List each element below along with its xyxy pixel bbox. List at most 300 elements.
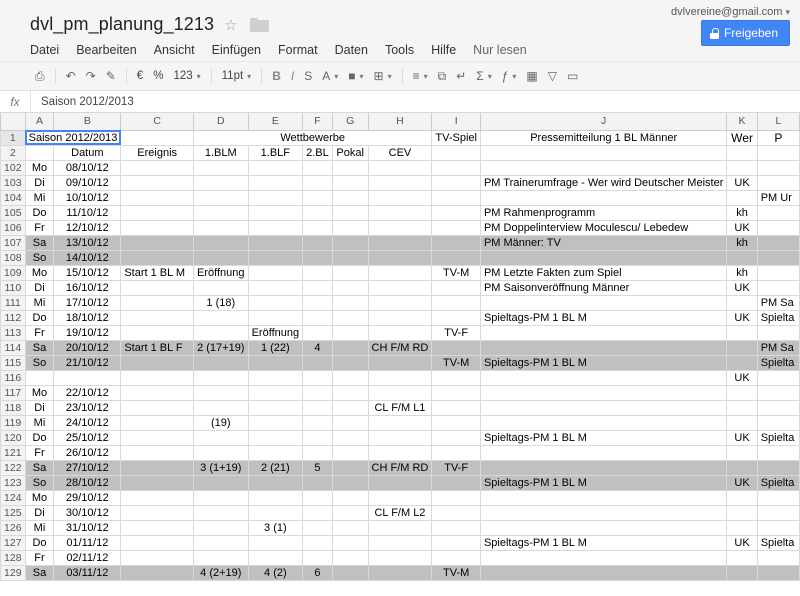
cell-C125[interactable] (121, 505, 194, 520)
cell-J111[interactable] (480, 295, 726, 310)
cell-B119[interactable]: 24/10/12 (54, 415, 121, 430)
cell-J126[interactable] (480, 520, 726, 535)
cell-A111[interactable]: Mi (25, 295, 54, 310)
cell-L124[interactable] (757, 490, 799, 505)
cell-G115[interactable] (332, 355, 368, 370)
cell-H115[interactable] (368, 355, 432, 370)
cell-1blm-header[interactable]: 1.BLM (193, 145, 248, 160)
share-button[interactable] (701, 20, 790, 46)
row-header[interactable]: 109 (1, 265, 26, 280)
functions-icon[interactable]: ƒ ▾ (497, 65, 522, 87)
cell-G103[interactable] (332, 175, 368, 190)
cell-F104[interactable] (303, 190, 333, 205)
cell-E124[interactable] (248, 490, 303, 505)
cell-J117[interactable] (480, 385, 726, 400)
cell-H104[interactable] (368, 190, 432, 205)
cell-I122[interactable]: TV-F (432, 460, 481, 475)
cell-K114[interactable] (727, 340, 757, 355)
cell-H117[interactable] (368, 385, 432, 400)
cell-B109[interactable]: 15/10/12 (54, 265, 121, 280)
cell-F129[interactable]: 6 (303, 565, 333, 580)
row-header[interactable]: 121 (1, 445, 26, 460)
cell-A121[interactable]: Fr (25, 445, 54, 460)
cell-H121[interactable] (368, 445, 432, 460)
cell-E106[interactable] (248, 220, 303, 235)
cell-2bl-header[interactable]: 2.BL (303, 145, 333, 160)
cell-F124[interactable] (303, 490, 333, 505)
cell-L115[interactable]: Spielta (757, 355, 799, 370)
cell-H118[interactable]: CL F/M L1 (368, 400, 432, 415)
cell-J121[interactable] (480, 445, 726, 460)
cell-L119[interactable] (757, 415, 799, 430)
cell-K104[interactable] (727, 190, 757, 205)
font-size-selector[interactable]: 11pt ▾ (217, 65, 257, 87)
column-header-H[interactable]: H (368, 113, 432, 130)
cell-C113[interactable] (121, 325, 194, 340)
cell-cev-header[interactable]: CEV (368, 145, 432, 160)
row-header[interactable]: 105 (1, 205, 26, 220)
cell-A128[interactable]: Fr (25, 550, 54, 565)
cell-C128[interactable] (121, 550, 194, 565)
cell-D128[interactable] (193, 550, 248, 565)
cell-I123[interactable] (432, 475, 481, 490)
menu-item-bearbeiten[interactable]: Bearbeiten (76, 43, 137, 57)
cell-A110[interactable]: Di (25, 280, 54, 295)
cell-D129[interactable]: 4 (2+19) (193, 565, 248, 580)
cell-I113[interactable]: TV-F (432, 325, 481, 340)
cell-B107[interactable]: 13/10/12 (54, 235, 121, 250)
cell-D106[interactable] (193, 220, 248, 235)
cell-I119[interactable] (432, 415, 481, 430)
cell-B102[interactable]: 08/10/12 (54, 160, 121, 175)
cell-L110[interactable] (757, 280, 799, 295)
cell-D110[interactable] (193, 280, 248, 295)
cell-A104[interactable]: Mi (25, 190, 54, 205)
cell-H106[interactable] (368, 220, 432, 235)
cell-J102[interactable] (480, 160, 726, 175)
cell-I115[interactable]: TV-M (432, 355, 481, 370)
cell-F102[interactable] (303, 160, 333, 175)
cell-F113[interactable] (303, 325, 333, 340)
row-header[interactable]: 2 (1, 145, 26, 160)
row-header[interactable]: 118 (1, 400, 26, 415)
bold-icon[interactable]: B (272, 69, 281, 83)
cell-J118[interactable] (480, 400, 726, 415)
cell-K117[interactable] (727, 385, 757, 400)
cell-B125[interactable]: 30/10/12 (54, 505, 121, 520)
cell-H125[interactable]: CL F/M L2 (368, 505, 432, 520)
cell-D119[interactable]: (19) (193, 415, 248, 430)
row-header[interactable]: 126 (1, 520, 26, 535)
cell-L107[interactable] (757, 235, 799, 250)
cell-D104[interactable] (193, 190, 248, 205)
cell-L120[interactable]: Spielta (757, 430, 799, 445)
menu-item-hilfe[interactable]: Hilfe (431, 43, 457, 57)
cell-E119[interactable] (248, 415, 303, 430)
cell-J125[interactable] (480, 505, 726, 520)
menu-item-datei[interactable]: Datei (30, 43, 60, 57)
cell-H103[interactable] (368, 175, 432, 190)
cell-K102[interactable] (727, 160, 757, 175)
cell-F111[interactable] (303, 295, 333, 310)
cell-A106[interactable]: Fr (25, 220, 54, 235)
cell-C109[interactable]: Start 1 BL M (121, 265, 194, 280)
cell-A115[interactable]: So (25, 355, 54, 370)
cell-F105[interactable] (303, 205, 333, 220)
number-format-icon[interactable]: 123 ▾ (168, 65, 205, 87)
column-header-K[interactable]: K (727, 113, 757, 130)
cell-B127[interactable]: 01/11/12 (54, 535, 121, 550)
menu-item-ansicht[interactable]: Ansicht (153, 43, 195, 57)
cell-J120[interactable]: Spieltags-PM 1 BL M (480, 430, 726, 445)
cell-B118[interactable]: 23/10/12 (54, 400, 121, 415)
cell-datum-header[interactable]: Datum (54, 145, 121, 160)
cell-D102[interactable] (193, 160, 248, 175)
cell-F119[interactable] (303, 415, 333, 430)
cell-H105[interactable] (368, 205, 432, 220)
cell-G110[interactable] (332, 280, 368, 295)
cell-L125[interactable] (757, 505, 799, 520)
cell-C114[interactable]: Start 1 BL F (121, 340, 194, 355)
cell-B117[interactable]: 22/10/12 (54, 385, 121, 400)
cell-L122[interactable] (757, 460, 799, 475)
cell-C108[interactable] (121, 250, 194, 265)
cell-F125[interactable] (303, 505, 333, 520)
cell-D126[interactable] (193, 520, 248, 535)
cell-A125[interactable]: Di (25, 505, 54, 520)
row-header[interactable]: 115 (1, 355, 26, 370)
cell-E118[interactable] (248, 400, 303, 415)
row-header[interactable]: 104 (1, 190, 26, 205)
cell-A127[interactable]: Do (25, 535, 54, 550)
cell-F122[interactable]: 5 (303, 460, 333, 475)
cell-B104[interactable]: 10/10/12 (54, 190, 121, 205)
cell-F117[interactable] (303, 385, 333, 400)
cell-J110[interactable]: PM Saisonveröffnung Männer (480, 280, 726, 295)
cell-B121[interactable]: 26/10/12 (54, 445, 121, 460)
cell-A123[interactable]: So (25, 475, 54, 490)
cell-H126[interactable] (368, 520, 432, 535)
cell-C107[interactable] (121, 235, 194, 250)
cell-K113[interactable] (727, 325, 757, 340)
cell-J103[interactable]: PM Trainerumfrage - Wer wird Deutscher Meister (480, 175, 726, 190)
cell-I2[interactable] (432, 145, 481, 160)
cell-K112[interactable]: UK (727, 310, 757, 325)
row-header[interactable]: 124 (1, 490, 26, 505)
row-header[interactable]: 120 (1, 430, 26, 445)
formula-input[interactable]: Saison 2012/2013 (41, 95, 134, 108)
column-header-F[interactable]: F (303, 113, 333, 130)
cell-I118[interactable] (432, 400, 481, 415)
column-header-A[interactable]: A (25, 113, 54, 130)
cell-F108[interactable] (303, 250, 333, 265)
cell-D123[interactable] (193, 475, 248, 490)
cell-K109[interactable]: kh (727, 265, 757, 280)
cell-D105[interactable] (193, 205, 248, 220)
fill-color-icon[interactable]: ■ ▾ (343, 65, 368, 87)
cell-G105[interactable] (332, 205, 368, 220)
cell-A118[interactable]: Di (25, 400, 54, 415)
cell-C106[interactable] (121, 220, 194, 235)
cell-K118[interactable] (727, 400, 757, 415)
cell-A109[interactable]: Mo (25, 265, 54, 280)
cell-K119[interactable] (727, 415, 757, 430)
cell-wettbewerbe-header[interactable]: Wettbewerbe (193, 130, 431, 145)
cell-K2[interactable] (727, 145, 757, 160)
cell-J105[interactable]: PM Rahmenprogramm (480, 205, 726, 220)
cell-L116[interactable] (757, 370, 799, 385)
row-header[interactable]: 102 (1, 160, 26, 175)
row-header[interactable]: 122 (1, 460, 26, 475)
cell-E110[interactable] (248, 280, 303, 295)
cell-B129[interactable]: 03/11/12 (54, 565, 121, 580)
cell-B115[interactable]: 21/10/12 (54, 355, 121, 370)
cell-C127[interactable] (121, 535, 194, 550)
cell-A126[interactable]: Mi (25, 520, 54, 535)
cell-H123[interactable] (368, 475, 432, 490)
cell-K105[interactable]: kh (727, 205, 757, 220)
cell-I108[interactable] (432, 250, 481, 265)
cell-E120[interactable] (248, 430, 303, 445)
cell-B114[interactable]: 20/10/12 (54, 340, 121, 355)
cell-B111[interactable]: 17/10/12 (54, 295, 121, 310)
cell-K126[interactable] (727, 520, 757, 535)
cell-K128[interactable] (727, 550, 757, 565)
cell-B112[interactable]: 18/10/12 (54, 310, 121, 325)
cell-J113[interactable] (480, 325, 726, 340)
menu-item-format[interactable]: Format (278, 43, 318, 57)
cell-A114[interactable]: Sa (25, 340, 54, 355)
percent-icon[interactable]: % (153, 70, 164, 82)
cell-A107[interactable]: Sa (25, 235, 54, 250)
cell-D116[interactable] (193, 370, 248, 385)
cell-G127[interactable] (332, 535, 368, 550)
cell-K122[interactable] (727, 460, 757, 475)
cell-C122[interactable] (121, 460, 194, 475)
cell-E105[interactable] (248, 205, 303, 220)
cell-D113[interactable] (193, 325, 248, 340)
cell-E116[interactable] (248, 370, 303, 385)
cell-L2[interactable] (757, 145, 799, 160)
cell-B105[interactable]: 11/10/12 (54, 205, 121, 220)
cell-pressemitteilung-header[interactable]: Pressemitteilung 1 BL Männer (480, 130, 726, 145)
cell-H102[interactable] (368, 160, 432, 175)
cell-D111[interactable]: 1 (18) (193, 295, 248, 310)
cell-D114[interactable]: 2 (17+19) (193, 340, 248, 355)
cell-G108[interactable] (332, 250, 368, 265)
cell-D120[interactable] (193, 430, 248, 445)
cell-F123[interactable] (303, 475, 333, 490)
cell-F107[interactable] (303, 235, 333, 250)
cell-G114[interactable] (332, 340, 368, 355)
account-menu[interactable] (671, 6, 790, 18)
cell-L104[interactable]: PM Ur (757, 190, 799, 205)
cell-B106[interactable]: 12/10/12 (54, 220, 121, 235)
cell-L111[interactable]: PM Sa (757, 295, 799, 310)
row-header[interactable]: 127 (1, 535, 26, 550)
cell-E128[interactable] (248, 550, 303, 565)
row-header[interactable]: 113 (1, 325, 26, 340)
column-header-I[interactable]: I (432, 113, 481, 130)
cell-J119[interactable] (480, 415, 726, 430)
cell-B120[interactable]: 25/10/12 (54, 430, 121, 445)
row-header[interactable]: 117 (1, 385, 26, 400)
cell-F103[interactable] (303, 175, 333, 190)
cell-G107[interactable] (332, 235, 368, 250)
cell-K106[interactable]: UK (727, 220, 757, 235)
cell-H113[interactable] (368, 325, 432, 340)
cell-G124[interactable] (332, 490, 368, 505)
print-icon[interactable]: ⎙ (35, 68, 45, 83)
cell-J2[interactable] (480, 145, 726, 160)
cell-G123[interactable] (332, 475, 368, 490)
cell-L103[interactable] (757, 175, 799, 190)
cell-I104[interactable] (432, 190, 481, 205)
cell-H122[interactable]: CH F/M RD (368, 460, 432, 475)
row-header[interactable]: 103 (1, 175, 26, 190)
sheet-grid[interactable] (0, 113, 800, 596)
cell-L114[interactable]: PM Sa (757, 340, 799, 355)
text-color-icon[interactable]: A ▾ (317, 65, 343, 87)
row-header[interactable]: 1 (1, 130, 26, 145)
cell-C126[interactable] (121, 520, 194, 535)
cell-H112[interactable] (368, 310, 432, 325)
cell-G117[interactable] (332, 385, 368, 400)
cell-E102[interactable] (248, 160, 303, 175)
cell-A108[interactable]: So (25, 250, 54, 265)
cell-L117[interactable] (757, 385, 799, 400)
column-header-J[interactable]: J (480, 113, 726, 130)
cell-F121[interactable] (303, 445, 333, 460)
cell-E126[interactable]: 3 (1) (248, 520, 303, 535)
cell-E122[interactable]: 2 (21) (248, 460, 303, 475)
cell-H129[interactable] (368, 565, 432, 580)
cell-J128[interactable] (480, 550, 726, 565)
paint-format-icon[interactable]: ✎ (105, 69, 116, 83)
cell-D122[interactable]: 3 (1+19) (193, 460, 248, 475)
comment-icon[interactable]: ▭ (566, 69, 579, 83)
cell-K111[interactable] (727, 295, 757, 310)
menu-item-nur-lesen[interactable]: Nur lesen (473, 43, 527, 57)
row-header[interactable]: 110 (1, 280, 26, 295)
cell-F118[interactable] (303, 400, 333, 415)
cell-A129[interactable]: Sa (25, 565, 54, 580)
cell-D115[interactable] (193, 355, 248, 370)
row-header[interactable]: 114 (1, 340, 26, 355)
star-icon[interactable]: ☆ (224, 16, 238, 34)
cell-G120[interactable] (332, 430, 368, 445)
cell-I107[interactable] (432, 235, 481, 250)
cell-D118[interactable] (193, 400, 248, 415)
cell-E111[interactable] (248, 295, 303, 310)
filter-icon[interactable]: ▽ (547, 69, 557, 83)
cell-ereignis-header[interactable]: Ereignis (121, 145, 194, 160)
cell-I127[interactable] (432, 535, 481, 550)
cell-J116[interactable] (480, 370, 726, 385)
cell-J114[interactable] (480, 340, 726, 355)
chart-icon[interactable]: ▦ (526, 69, 538, 83)
cell-I111[interactable] (432, 295, 481, 310)
cell-J109[interactable]: PM Letzte Fakten zum Spiel (480, 265, 726, 280)
cell-B110[interactable]: 16/10/12 (54, 280, 121, 295)
redo-icon[interactable]: ↷ (85, 69, 96, 83)
cell-G126[interactable] (332, 520, 368, 535)
cell-L109[interactable] (757, 265, 799, 280)
cell-D103[interactable] (193, 175, 248, 190)
cell-B122[interactable]: 27/10/12 (54, 460, 121, 475)
cell-G116[interactable] (332, 370, 368, 385)
cell-I117[interactable] (432, 385, 481, 400)
folder-icon[interactable] (250, 18, 269, 32)
cell-I112[interactable] (432, 310, 481, 325)
cell-C112[interactable] (121, 310, 194, 325)
row-header[interactable]: 116 (1, 370, 26, 385)
cell-H109[interactable] (368, 265, 432, 280)
cell-C1[interactable] (121, 130, 194, 145)
cell-E127[interactable] (248, 535, 303, 550)
cell-D124[interactable] (193, 490, 248, 505)
cell-F106[interactable] (303, 220, 333, 235)
cell-L102[interactable] (757, 160, 799, 175)
cell-K129[interactable] (727, 565, 757, 580)
cell-A105[interactable]: Do (25, 205, 54, 220)
cell-I125[interactable] (432, 505, 481, 520)
cell-I106[interactable] (432, 220, 481, 235)
cell-I129[interactable]: TV-M (432, 565, 481, 580)
cell-D112[interactable] (193, 310, 248, 325)
cell-F120[interactable] (303, 430, 333, 445)
cell-C105[interactable] (121, 205, 194, 220)
strikethrough-icon[interactable]: S (304, 69, 313, 83)
align-icon[interactable]: ≡ ▾ (408, 65, 433, 87)
cell-L1-header[interactable]: P (757, 130, 799, 145)
cell-I120[interactable] (432, 430, 481, 445)
cell-G102[interactable] (332, 160, 368, 175)
cell-H114[interactable]: CH F/M RD (368, 340, 432, 355)
cell-saison-title[interactable]: Saison 2012/2013 (25, 130, 121, 145)
cell-D107[interactable] (193, 235, 248, 250)
cell-A112[interactable]: Do (25, 310, 54, 325)
row-header[interactable]: 129 (1, 565, 26, 580)
cell-J123[interactable]: Spieltags-PM 1 BL M (480, 475, 726, 490)
cell-L118[interactable] (757, 400, 799, 415)
cell-I116[interactable] (432, 370, 481, 385)
cell-K108[interactable] (727, 250, 757, 265)
cell-J129[interactable] (480, 565, 726, 580)
cell-K115[interactable] (727, 355, 757, 370)
cell-K127[interactable]: UK (727, 535, 757, 550)
cell-H127[interactable] (368, 535, 432, 550)
menu-item-tools[interactable]: Tools (384, 43, 415, 57)
cell-B113[interactable]: 19/10/12 (54, 325, 121, 340)
cell-E123[interactable] (248, 475, 303, 490)
cell-E112[interactable] (248, 310, 303, 325)
cell-wer-header[interactable]: Wer (727, 130, 757, 145)
cell-D108[interactable] (193, 250, 248, 265)
cell-D127[interactable] (193, 535, 248, 550)
cell-H110[interactable] (368, 280, 432, 295)
cell-J107[interactable]: PM Männer: TV (480, 235, 726, 250)
formula-bar[interactable] (0, 91, 800, 113)
cell-G125[interactable] (332, 505, 368, 520)
cell-C116[interactable] (121, 370, 194, 385)
italic-icon[interactable]: I (290, 69, 295, 83)
cell-G111[interactable] (332, 295, 368, 310)
cell-B123[interactable]: 28/10/12 (54, 475, 121, 490)
cell-F109[interactable] (303, 265, 333, 280)
cell-C129[interactable] (121, 565, 194, 580)
cell-A116[interactable] (25, 370, 54, 385)
